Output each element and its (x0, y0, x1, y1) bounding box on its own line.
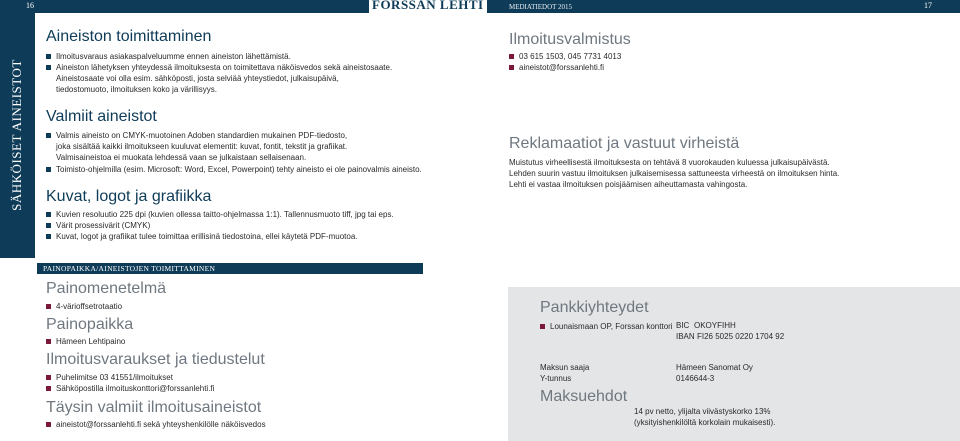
publication-name: FORSSAN LEHTI (369, 0, 487, 13)
square-bullet-icon (46, 386, 51, 391)
list-item: Toimisto-ohjelmilla (esim. Microsoft: Word, Excel, Powerpoint) tehty aineisto ei ole painovalmis aineisto. (46, 164, 422, 175)
square-bullet-icon (509, 54, 514, 59)
square-bullet-icon (46, 65, 51, 70)
list-item: Hämeen Lehtipaino (46, 336, 125, 347)
section-bar-label: PAINOPAIKKA/AINEISTOJEN TOIMITTAMINEN (43, 264, 216, 273)
list-valmiit-aineistot (46, 130, 422, 175)
square-bullet-icon (46, 339, 51, 344)
list-taysin-valmiit (46, 419, 266, 430)
square-bullet-icon (46, 223, 51, 228)
list-item: Kuvat, logot ja grafiikat tulee toimittaa erillisinä tiedostoina, ellei käytetä PDF-muotoa. (46, 231, 394, 242)
section-bar (37, 263, 423, 274)
list-item: Kuvien resoluutio 225 dpi (kuvien ollessa taitto-ohjelmassa 1:1). Tallennusmuoto tiff, jpg tai eps. (46, 209, 394, 220)
maksuehdot-text: 14 pv netto, ylijalta viivästyskorko 13% (yksityishenkilöltä korkolain mukaisesti). (634, 407, 776, 428)
heading-valmiit-aineistot: Valmiit aineistot (46, 108, 157, 125)
list-item-continuation: Valmisaineistoa ei muokata lehdessä vaan se julkaistaan sellaisenaan. (56, 153, 307, 163)
square-bullet-icon (46, 167, 51, 172)
reklamaatiot-text: Muistutus virheellisestä ilmoituksesta on tehtävä 8 vuorokauden kuluessa julkaisupäivästä. Lehden suurin vastuu ilmoituksen julkaisemisessa sattuneesta virheestä on ilmoituksen hinta. Lehti ei vastaa ilmoituksen poisjäämisen aiheuttamasta vahingosta. (509, 158, 840, 190)
list-pankkiyhteydet (540, 321, 673, 332)
page-number-left: 16 (26, 1, 34, 10)
heading-maksuehdot: Maksuehdot (540, 388, 628, 405)
square-bullet-icon (46, 304, 51, 309)
maksun-saaja-label: Maksun saaja (540, 363, 590, 372)
heading-aineiston-toimittaminen: Aineiston toimittaminen (46, 28, 212, 45)
square-bullet-icon (46, 54, 51, 59)
page-number-right: 17 (924, 1, 932, 10)
list-item: Ilmoitusvaraus asiakaspalveluumme ennen aineiston lähettämistä. (46, 51, 392, 62)
aineistosaate-note: Aineistosaate voi olla esim. sähköposti, josta selviää yhteystiedot, julkaisupäivä, tiedostomuoto, ilmoituksen koko ja värillisyys. (56, 74, 339, 95)
heading-pankkiyhteydet: Pankkiyhteydet (540, 299, 649, 316)
square-bullet-icon (46, 375, 51, 380)
ytunnus-label: Y-tunnus (540, 374, 572, 383)
iban-value: FI26 5025 0220 1704 92 (697, 332, 785, 341)
list-item: aineistot@forssanlehti.fi sekä yhteyshenkilölle näköisvedos (46, 419, 266, 430)
list-painopaikka (46, 336, 125, 347)
square-bullet-icon (540, 324, 545, 329)
list-item: Värit prosessivärit (CMYK) (46, 220, 394, 231)
list-ilmoitusvaraukset (46, 372, 214, 394)
bic-value: OKOYFIHH (694, 321, 736, 330)
maksun-saaja-value: Hämeen Sanomat Oy (676, 363, 753, 372)
bic-label: BIC (676, 321, 690, 330)
heading-kuvat: Kuvat, logot ja grafiikka (46, 188, 212, 205)
square-bullet-icon (509, 65, 514, 70)
square-bullet-icon (46, 133, 51, 138)
heading-ilmoitusvalmistus: Ilmoitusvalmistus (509, 31, 631, 48)
list-painomenetelma (46, 301, 122, 312)
heading-ilmoitusvaraukset: Ilmoitusvaraukset ja tiedustelut (46, 351, 265, 368)
list-item: 4-värioffsetrotaatio (46, 301, 122, 312)
list-item: Puhelimitse 03 41551/ilmoitukset (46, 372, 214, 383)
list-kuvat (46, 209, 394, 243)
list-item: Sähköpostilla ilmoituskonttori@forssanlehti.fi (46, 383, 214, 394)
heading-reklamaatiot: Reklamaatiot ja vastuut virheistä (509, 135, 740, 152)
list-item: Valmis aineisto on CMYK-muotoinen Adoben standardien mukainen PDF-tiedosto, (46, 130, 422, 141)
list-aineiston-toimittaminen (46, 51, 392, 73)
heading-painomenetelma: Painomenetelmä (46, 280, 167, 297)
list-ilmoitusvalmistus (509, 51, 621, 73)
side-label: SÄHKÖISET AINEISTOT (9, 59, 24, 211)
heading-painopaikka: Painopaikka (46, 316, 134, 333)
square-bullet-icon (46, 234, 51, 239)
list-item: aineistot@forssanlehti.fi (509, 62, 621, 73)
iban-label: IBAN (676, 332, 695, 341)
list-item: Lounaismaan OP, Forssan konttori (540, 321, 673, 332)
heading-taysin-valmiit: Täysin valmiit ilmoitusaineistot (46, 399, 262, 416)
ytunnus-value: 0146644-3 (676, 374, 715, 383)
list-item: 03 615 1503, 045 7731 4013 (509, 51, 621, 62)
list-item-continuation: joka sisältää kaikki ilmoitukseen kuuluvat elementit: kuvat, fontit, tekstit ja grafiikat. (56, 142, 348, 152)
list-item: Aineiston lähetyksen yhteydessä ilmoituksesta on toimitettava näköisvedos sekä aineistosaate. (46, 62, 392, 73)
square-bullet-icon (46, 212, 51, 217)
mediatiedot-label: MEDIATIEDOT 2015 (509, 3, 573, 11)
square-bullet-icon (46, 422, 51, 427)
